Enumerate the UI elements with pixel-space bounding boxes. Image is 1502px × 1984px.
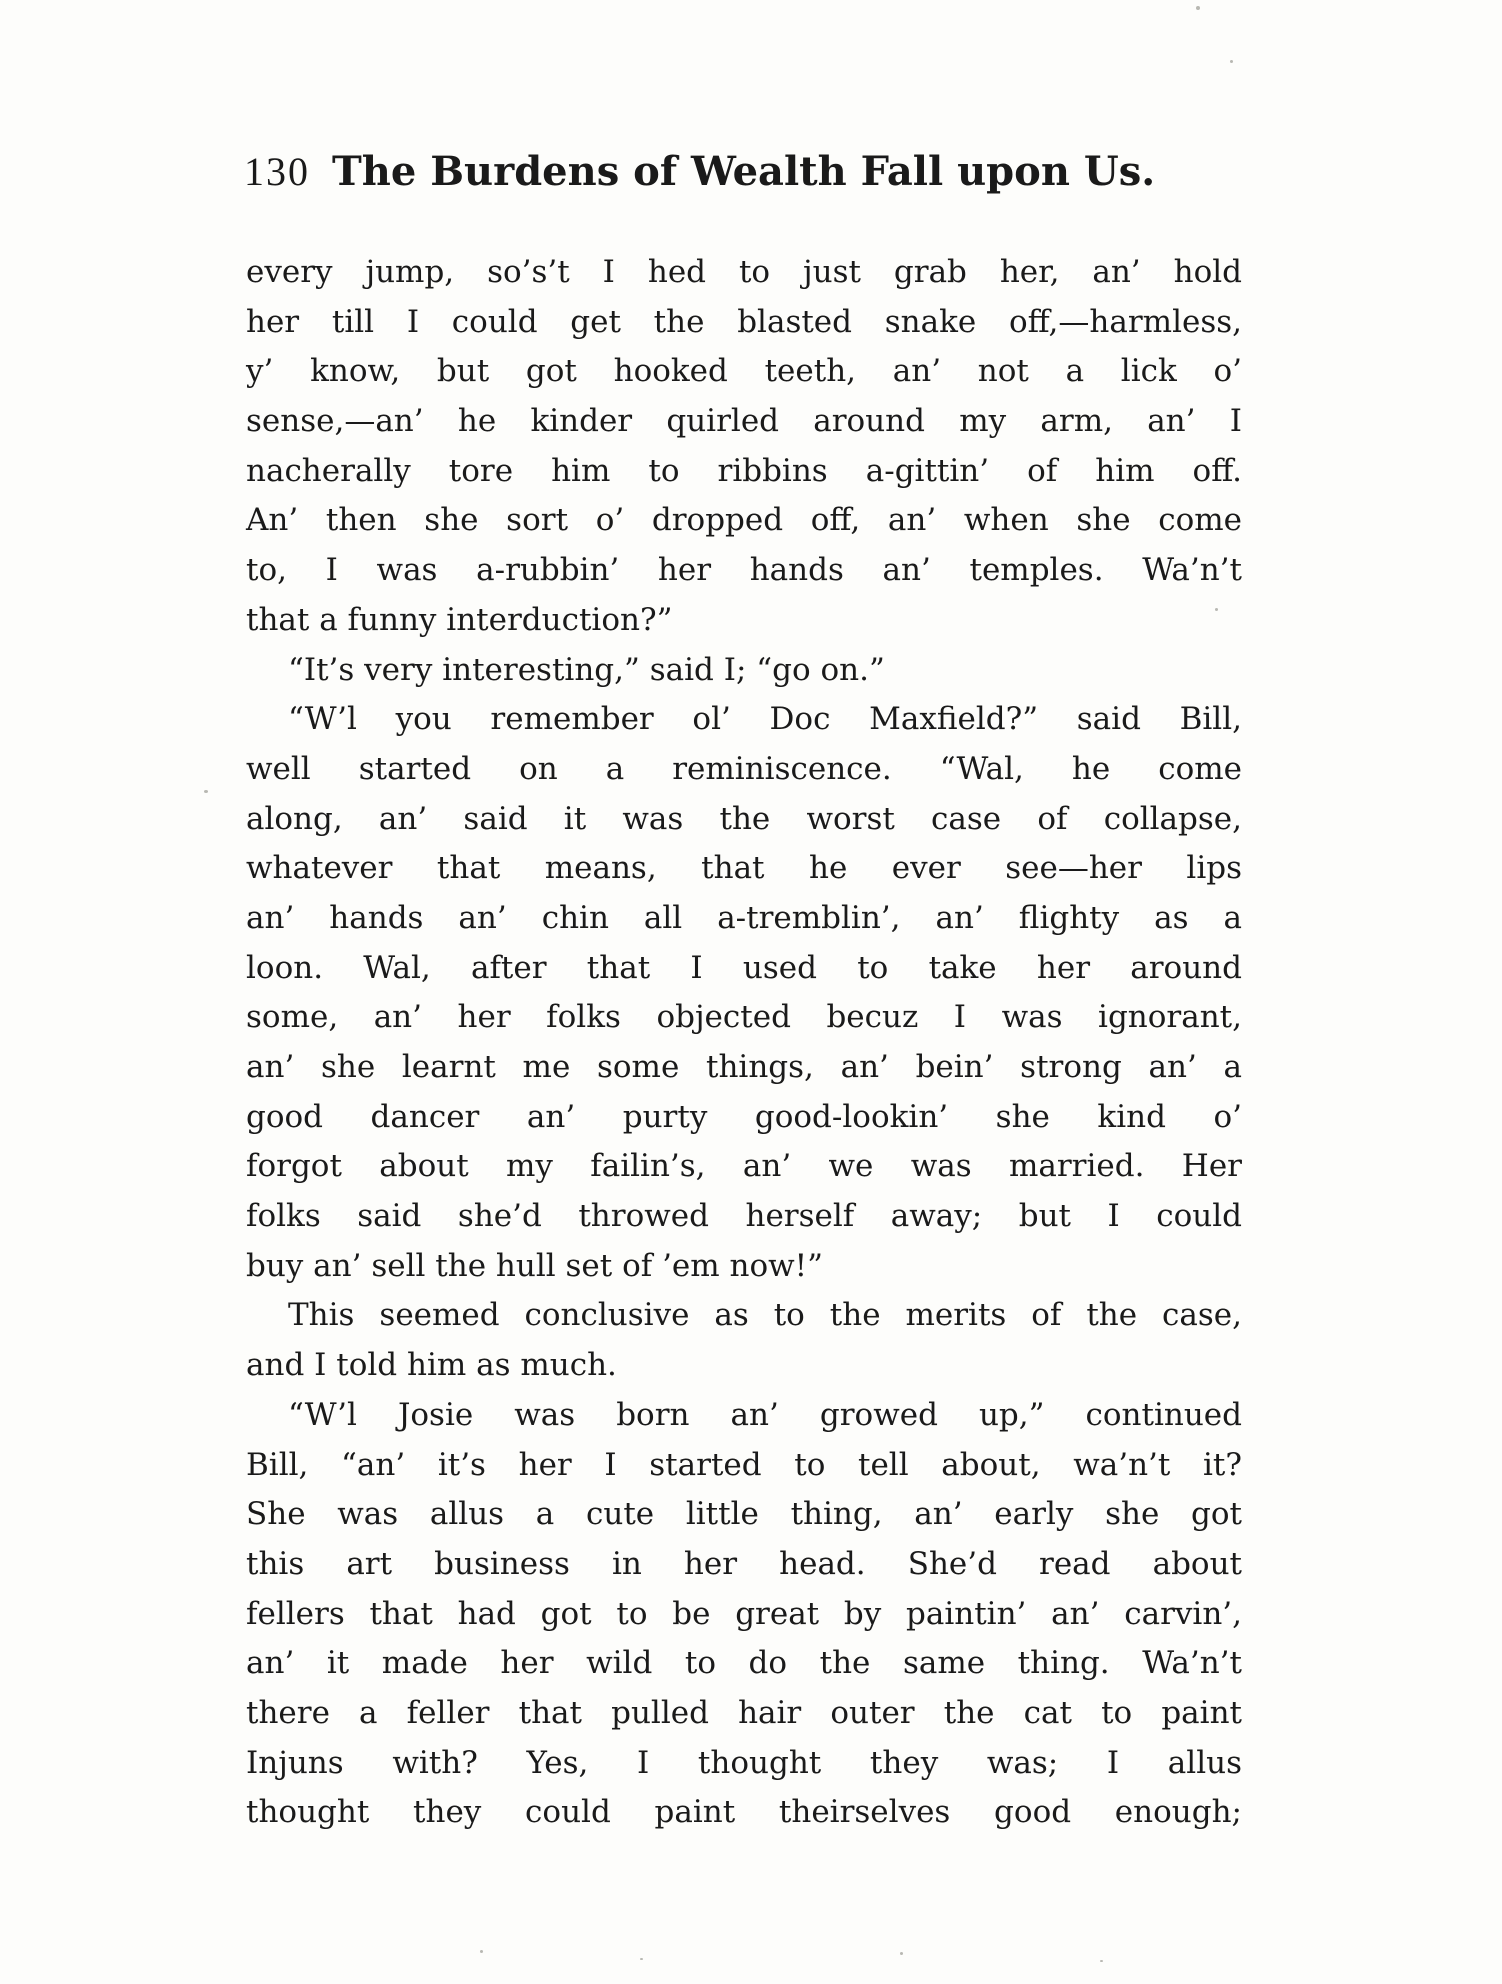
scan-speck — [1100, 1960, 1103, 1962]
text-line: that a funny interduction?” — [246, 601, 673, 638]
scan-speck — [900, 1952, 903, 1955]
text-line: fellers that had got to be great by paintin’ an’ carvin’, — [246, 1595, 1242, 1632]
text-line: An’ then she sort o’ dropped off, an’ when she come — [246, 502, 1242, 539]
text-line: and I told him as much. — [246, 1347, 617, 1384]
scan-speck — [640, 1958, 643, 1960]
text-line: an’ hands an’ chin all a-tremblin’, an’ flighty as a — [246, 899, 1242, 936]
text-line: thought they could paint theirselves good enough; — [246, 1794, 1242, 1831]
text-line: well started on a reminiscence. “Wal, he come — [246, 750, 1242, 787]
text-line: to, I was a-rubbin’ her hands an’ temples. Wa’n’t — [246, 552, 1242, 589]
text-line: “It’s very interesting,” said I; “go on.” — [288, 651, 885, 688]
text-line: folks said she’d throwed herself away; but I could — [246, 1198, 1242, 1235]
text-line: loon. Wal, after that I used to take her around — [246, 949, 1242, 986]
text-line: her till I could get the blasted snake off,—harmless, — [246, 303, 1242, 340]
text-line: every jump, so’s’t I hed to just grab her, an’ hold — [246, 254, 1242, 290]
text-line: buy an’ sell the hull set of ’em now!” — [246, 1247, 823, 1284]
text-line: an’ it made her wild to do the same thing. Wa’n’t — [246, 1645, 1242, 1682]
text-line: This seemed conclusive as to the merits of the case, — [288, 1297, 1242, 1334]
text-line: whatever that means, that he ever see—her lips — [246, 850, 1242, 887]
scan-speck — [204, 790, 208, 793]
text-line: along, an’ said it was the worst case of collapse, — [246, 800, 1242, 837]
scan-speck — [1215, 608, 1218, 611]
text-line: some, an’ her folks objected becuz I was ignorant, — [246, 999, 1242, 1036]
body-text — [246, 248, 1242, 1838]
text-line: sense,—an’ he kinder quirled around my arm, an’ I — [246, 403, 1242, 440]
text-line: “W’l Josie was born an’ growed up,” continued — [288, 1396, 1242, 1433]
text-line: there a feller that pulled hair outer the cat to paint — [246, 1694, 1242, 1731]
text-line: an’ she learnt me some things, an’ bein’ strong an’ a — [246, 1049, 1242, 1085]
text-line: nacherally tore him to ribbins a-gittin’ of him off. — [246, 452, 1242, 489]
text-line: Injuns with? Yes, I thought they was; I allus — [246, 1744, 1242, 1781]
scan-speck — [1196, 6, 1200, 10]
text-line: this art business in her head. She’d read about — [246, 1545, 1242, 1582]
scan-speck — [480, 1950, 483, 1953]
chapter-title: The Burdens of Wealth Fall upon Us. — [332, 148, 1156, 195]
running-head — [244, 148, 1244, 218]
text-line: forgot about my failin’s, an’ we was married. Her — [246, 1148, 1242, 1185]
text-line: She was allus a cute little thing, an’ early she got — [246, 1496, 1242, 1533]
text-line: y’ know, but got hooked teeth, an’ not a lick o’ — [246, 353, 1242, 390]
text-line: “W’l you remember ol’ Doc Maxfield?” said Bill, — [288, 701, 1242, 738]
text-line: Bill, “an’ it’s her I started to tell about, wa’n’t it? — [246, 1446, 1242, 1483]
scan-speck — [1230, 60, 1233, 63]
page-number: 130 — [244, 149, 310, 194]
text-line: good dancer an’ purty good-lookin’ she kind o’ — [246, 1098, 1242, 1135]
